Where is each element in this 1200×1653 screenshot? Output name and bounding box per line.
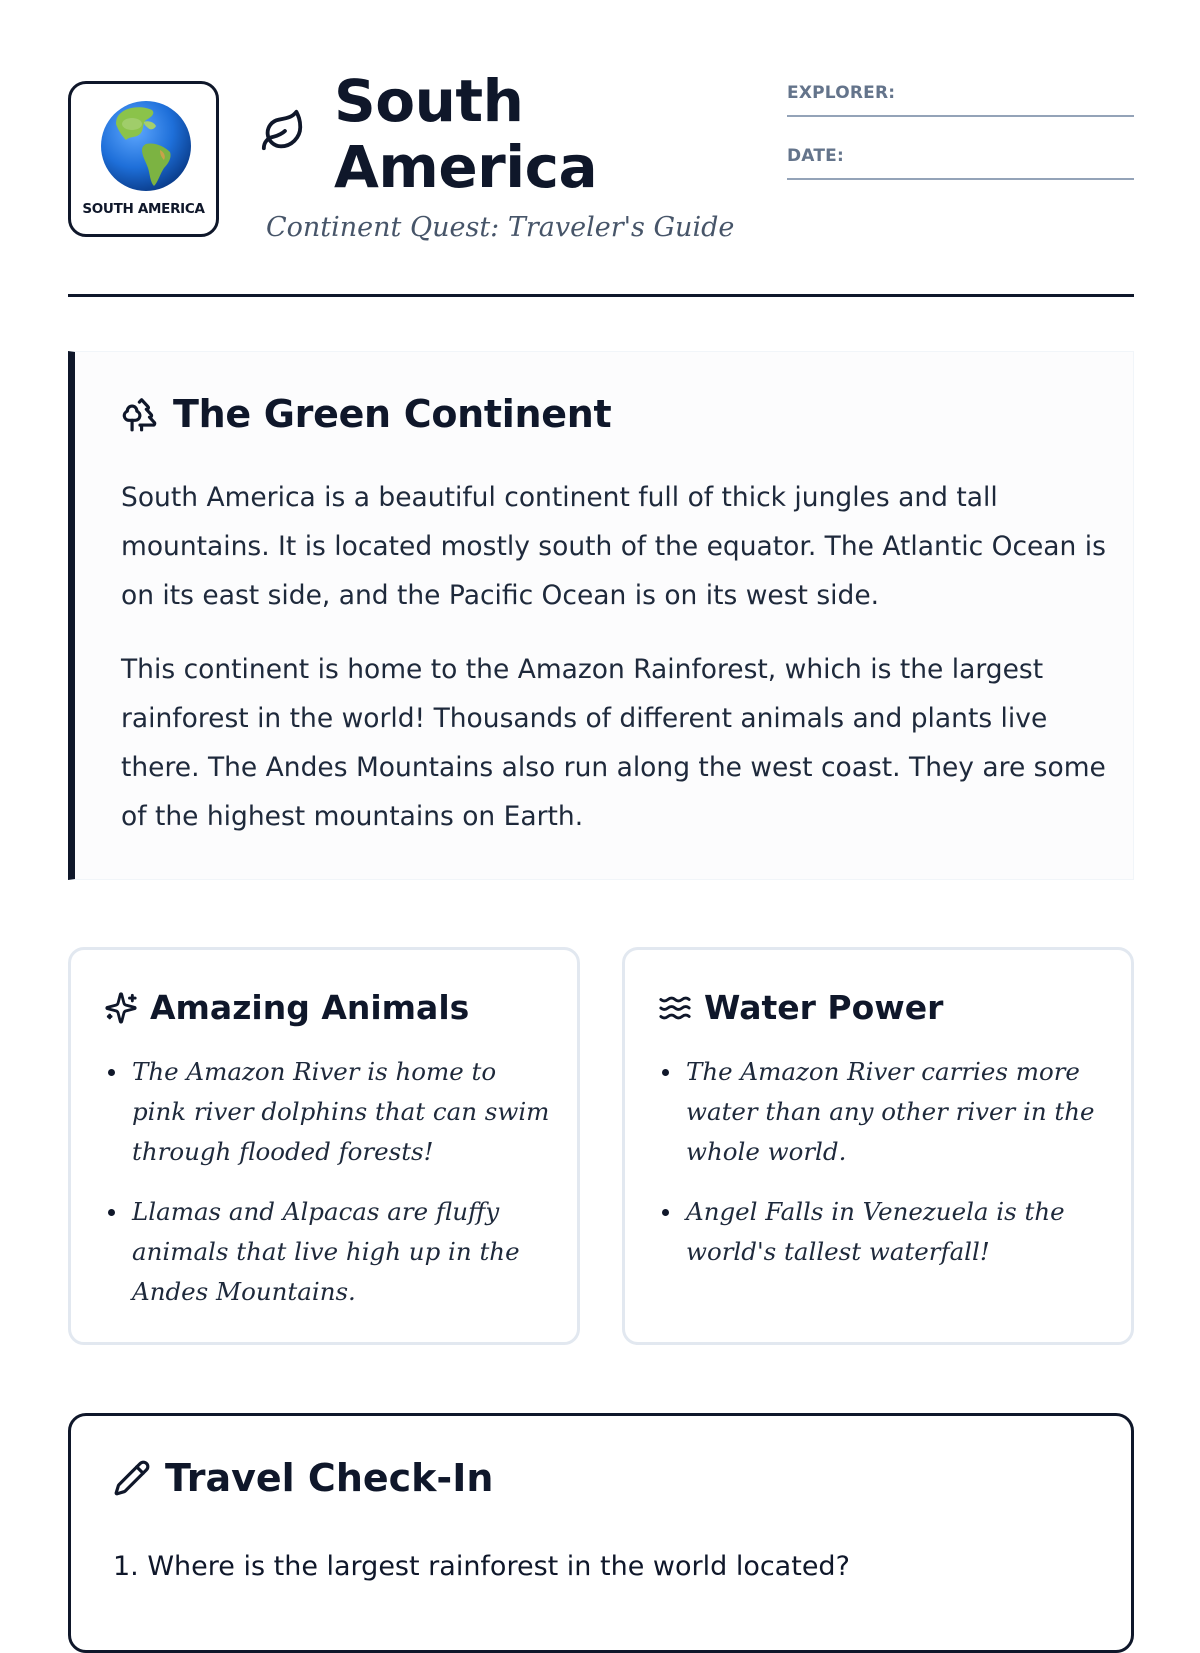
animals-fact-list bbox=[101, 1052, 551, 1332]
explorer-field[interactable] bbox=[787, 82, 1134, 117]
checkin-section bbox=[68, 1413, 1134, 1653]
leaf-icon bbox=[260, 108, 306, 154]
bullet-dot bbox=[662, 1209, 669, 1216]
waves-icon bbox=[658, 991, 692, 1025]
list-item bbox=[101, 1052, 551, 1172]
list-item bbox=[655, 1052, 1105, 1172]
worksheet-page bbox=[68, 0, 1134, 1582]
bullet-dot bbox=[108, 1069, 115, 1076]
fact-cards bbox=[68, 947, 1134, 1345]
checkin-heading bbox=[113, 1456, 493, 1500]
badge-label: SOUTH AMERICA bbox=[82, 201, 205, 217]
page-title: South America bbox=[334, 67, 598, 201]
intro-section bbox=[68, 351, 1134, 880]
intro-title: The Green Continent bbox=[173, 392, 612, 436]
intro-body bbox=[121, 473, 1121, 866]
student-fields bbox=[787, 82, 1134, 208]
page-subtitle: Continent Quest: Traveler's Guide bbox=[266, 212, 735, 243]
bullet-dot bbox=[662, 1069, 669, 1076]
checkin-title: Travel Check-In bbox=[165, 1456, 494, 1500]
globe-icon bbox=[100, 100, 192, 192]
animals-card-heading bbox=[104, 988, 469, 1027]
list-item bbox=[655, 1192, 1105, 1272]
sparkles-icon bbox=[104, 991, 138, 1025]
bullet-dot bbox=[108, 1209, 115, 1216]
pencil-icon bbox=[113, 1459, 151, 1497]
worksheet-header bbox=[68, 0, 1134, 300]
water-card-heading bbox=[658, 988, 943, 1027]
water-card-title: Water Power bbox=[704, 988, 944, 1027]
explorer-field-label: EXPLORER: bbox=[787, 83, 896, 103]
intro-paragraph: This continent is home to the Amazon Rainforest, which is the largest rainforest in the world! Thousands of different animals and plants live there. The Andes Mountains also run along the west coast. They are some of the highest mountains on Earth. bbox=[121, 654, 1106, 832]
date-field[interactable] bbox=[787, 145, 1134, 180]
intro-paragraph: South America is a beautiful continent full of thick jungles and tall mountains. It is located mostly south of the equator. The Atlantic Ocean is on its east side, and the Pacific Ocean is on its west side. bbox=[121, 482, 1106, 611]
fact-text: The Amazon River carries more water than any other river in the whole world. bbox=[686, 1057, 1095, 1166]
water-fact-list bbox=[655, 1052, 1105, 1292]
water-card bbox=[622, 947, 1134, 1345]
tree-icon bbox=[121, 395, 159, 433]
animals-card-title: Amazing Animals bbox=[150, 988, 470, 1027]
list-item bbox=[101, 1192, 551, 1312]
question-1: 1. Where is the largest rainforest in the world located? bbox=[113, 1551, 850, 1582]
animals-card bbox=[68, 947, 580, 1345]
header-divider bbox=[68, 294, 1134, 297]
date-field-label: DATE: bbox=[787, 146, 844, 166]
fact-text: Llamas and Alpacas are fluffy animals that live high up in the Andes Mountains. bbox=[132, 1197, 520, 1306]
intro-heading bbox=[121, 392, 611, 436]
fact-text: The Amazon River is home to pink river dolphins that can swim through flooded forests! bbox=[132, 1057, 550, 1166]
continent-badge bbox=[68, 81, 219, 237]
fact-text: Angel Falls in Venezuela is the world's tallest waterfall! bbox=[686, 1197, 1065, 1266]
